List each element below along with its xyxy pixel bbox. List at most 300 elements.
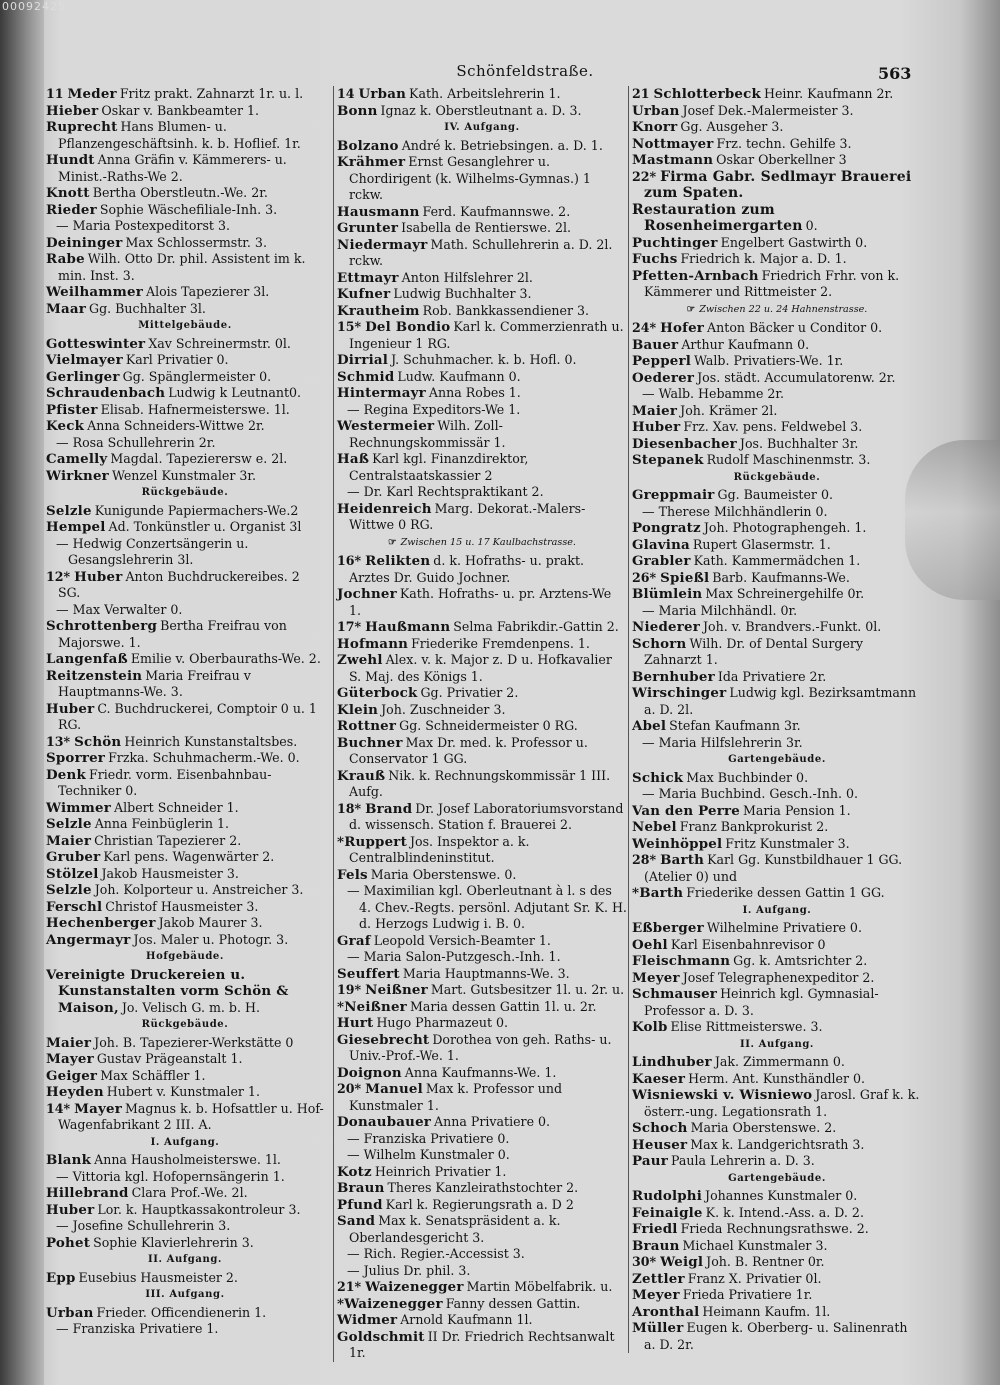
resident-details: Friederike Fremdenpens. 1.	[411, 635, 590, 651]
house-number: 13*	[46, 733, 71, 749]
resident-surname: Rudolphi	[632, 1188, 703, 1204]
resident-details: Dr. Josef Laboratoriumsvorstand d. wissensch. Station f. Brauerei 2.	[349, 800, 624, 832]
resident-entry	[632, 337, 922, 354]
resident-entry	[337, 1180, 627, 1197]
resident-surname: Schmauser	[632, 986, 718, 1002]
resident-sub-entry	[337, 883, 627, 933]
resident-sub-entry	[632, 735, 922, 752]
resident-details: Bertha Freifrau von Majorswe. 1.	[58, 618, 287, 650]
resident-details: Lor. k. Hauptkassakontroleur 3.	[97, 1201, 301, 1217]
resident-surname: Hieber	[46, 102, 99, 119]
resident-details: Wenzel Kunstmaler 3r.	[111, 467, 257, 483]
resident-surname: Selzle	[46, 882, 92, 898]
resident-surname: Krauß	[337, 767, 386, 784]
resident-entry	[337, 999, 627, 1016]
resident-entry	[46, 1270, 324, 1287]
resident-details: d. k. Hofraths- u. prakt. Arztes Dr. Guido Jochner.	[349, 553, 585, 585]
resident-entry	[337, 501, 627, 534]
resident-entry	[632, 1254, 922, 1271]
resident-details: Ludwig kgl. Bezirksamtmann a. D. 2l.	[644, 685, 917, 717]
resident-surname: Heuser	[632, 1136, 688, 1153]
resident-details: Xav Schreinermstr. 0l.	[148, 335, 291, 351]
resident-details: Kath. Hofraths- u. pr. Arztens-We 1.	[349, 586, 612, 618]
resident-details: Josef Telegraphenexpeditor 2.	[682, 969, 875, 985]
resident-surname: Friedl	[632, 1221, 678, 1237]
resident-surname: Schlotterbeck	[653, 86, 761, 102]
resident-details: Albert Schneider 1.	[114, 799, 239, 815]
resident-details: Sophie Wäschefiliale-Inh. 3.	[99, 201, 278, 217]
resident-entry	[46, 618, 324, 651]
resident-surname: Bonn	[337, 102, 378, 119]
resident-surname: Hausmann	[337, 203, 420, 220]
resident-surname: Zettler	[632, 1270, 685, 1287]
resident-surname: Hechenberger	[46, 915, 156, 931]
resident-surname: Müller	[632, 1320, 684, 1336]
resident-surname: Selzle	[46, 816, 92, 832]
resident-details: Max k. Senatspräsident a. k. Oberlandesgericht 3.	[349, 1213, 561, 1245]
resident-details: Magnus k. b. Hofsattler u. Hof-Wagenfabrikant 2 III. A.	[58, 1100, 324, 1132]
resident-details: Ludw. Kaufmann 0.	[397, 368, 521, 384]
resident-surname: Weilhammer	[46, 284, 143, 300]
resident-entry	[337, 138, 627, 155]
resident-details: Karl Privatier 0.	[125, 352, 229, 367]
resident-surname: Pongratz	[632, 520, 701, 536]
resident-details: — Hedwig Conzertsängerin u. Gesangslehrerin 3l.	[56, 535, 249, 567]
resident-entry	[46, 336, 324, 353]
resident-details: Jos. Maler u. Photogr. 3.	[133, 931, 289, 947]
resident-entry	[632, 520, 922, 537]
resident-entry	[337, 982, 627, 999]
resident-surname: Abel	[632, 718, 667, 734]
resident-details: Frieder. Officendienerin 1.	[96, 1304, 267, 1320]
resident-details: — Maria Milchhändl. 0r.	[642, 602, 798, 618]
resident-details: — Josefine Schullehrerin 3.	[56, 1218, 231, 1233]
resident-entry	[632, 403, 922, 420]
resident-entry	[46, 569, 324, 602]
resident-entry	[46, 1084, 324, 1101]
resident-details: Max Schäffler 1.	[100, 1067, 206, 1083]
resident-surname: Rieder	[46, 201, 97, 218]
resident-surname: Zwehl	[337, 652, 383, 668]
resident-surname: Manuel	[365, 1081, 423, 1097]
resident-surname: Wirkner	[46, 467, 109, 484]
resident-details: Karl kgl. Finanzdirektor, Centralstaatskassier 2	[349, 451, 529, 483]
resident-details: II Dr. Friedrich Rechtsanwalt 1r.	[349, 1328, 615, 1360]
resident-surname: Hofmann	[337, 635, 409, 652]
resident-details: Wilh. Otto Dr. phil. Assistent im k. min. Inst. 3.	[58, 251, 306, 283]
section-heading: I. Aufgang.	[150, 1136, 220, 1148]
resident-details: Jak. Zimmermann 0.	[714, 1054, 845, 1069]
resident-surname: Krautheim	[337, 302, 420, 319]
resident-details: Joh. Zuschneider 3.	[381, 701, 506, 717]
resident-details: Max k. Landgerichtsrath 3.	[690, 1136, 865, 1152]
resident-entry	[46, 1101, 324, 1134]
resident-details: Maria Pension 1.	[742, 802, 851, 818]
resident-entry	[632, 1071, 922, 1088]
resident-surname: Blank	[46, 1152, 92, 1168]
resident-details: Leopold Versich-Beamter 1.	[373, 932, 551, 948]
resident-details: — Vittoria kgl. Hofopernsängerin 1.	[56, 1168, 285, 1184]
resident-entry	[337, 1329, 627, 1362]
resident-surname: Keck	[46, 418, 85, 434]
resident-details: Friederike dessen Gattin 1 GG.	[686, 885, 885, 900]
resident-entry	[337, 1114, 627, 1131]
house-number: 26*	[632, 569, 657, 585]
resident-details: Anna Hausholmeisterswe. 1l.	[94, 1152, 281, 1167]
resident-entry	[632, 1137, 922, 1154]
resident-entry	[46, 402, 324, 419]
resident-entry	[632, 353, 922, 370]
resident-surname: Glavina	[632, 536, 690, 553]
resident-details: Maria Hauptmanns-We. 3.	[402, 965, 570, 981]
resident-details: Eugen k. Oberberg- u. Salinenrath a. D. 2r.	[644, 1320, 908, 1352]
resident-details: J. Schuhmacher. k. b. Hofl. 0.	[391, 352, 577, 367]
resident-entry	[46, 701, 324, 734]
resident-entry	[632, 202, 922, 235]
resident-surname: *Waizenegger	[337, 1295, 443, 1312]
resident-entry	[632, 1320, 922, 1353]
resident-entry	[632, 1287, 922, 1304]
resident-entry	[632, 586, 922, 603]
resident-surname: Epp	[46, 1269, 76, 1286]
resident-entry	[632, 885, 922, 902]
resident-entry	[632, 1221, 922, 1238]
resident-details: Fritz Kunstmaler 3.	[725, 835, 850, 851]
resident-entry	[46, 418, 324, 435]
resident-surname: Graf	[337, 932, 371, 949]
resident-entry	[632, 619, 922, 636]
resident-entry	[337, 220, 627, 237]
resident-sub-entry	[46, 1321, 324, 1338]
resident-entry	[46, 1035, 324, 1052]
resident-entry	[46, 833, 324, 850]
resident-details: Frieda Rechnungsrathswe. 2.	[680, 1221, 869, 1236]
resident-details: Heinrich Privatier 1.	[374, 1163, 507, 1179]
resident-surname: Meyer	[632, 1287, 680, 1303]
resident-entry	[46, 202, 324, 219]
resident-sub-entry	[632, 386, 922, 403]
resident-surname: Rabe	[46, 251, 85, 267]
resident-details: Ad. Tonkünstler u. Organist 3l	[108, 519, 302, 534]
resident-details: Heinrich kgl. Gymnasial-Professor a. D. 3.	[644, 986, 879, 1018]
resident-surname: Wisniewski v. Wisniewo	[632, 1087, 813, 1103]
resident-sub-entry	[337, 1263, 627, 1280]
resident-details: — Maximilian kgl. Oberleutnant à l. s des 4. Chev.-Regts. persönl. Adjutant Sr. K. H. d. Herzogs Ludwig i. B. 0.	[347, 883, 627, 931]
resident-surname: Huber	[632, 419, 681, 435]
resident-details: Dorothea von geh. Raths- u. Univ.-Prof.-We. 1.	[349, 1031, 612, 1063]
resident-details: Joh. B. Tapezierer-Werkstätte 0	[94, 1034, 294, 1050]
resident-sub-entry	[632, 504, 922, 521]
resident-entry	[632, 819, 922, 836]
resident-surname: Ettmayr	[337, 269, 399, 286]
resident-entry	[632, 1087, 922, 1120]
resident-details: Jakob Hausmeister 3.	[101, 865, 239, 881]
resident-surname: Meyer	[632, 969, 680, 986]
resident-surname: Braun	[632, 1237, 680, 1254]
resident-entry	[337, 154, 627, 204]
resident-entry	[46, 86, 324, 103]
resident-surname: Waizenegger	[365, 1279, 464, 1295]
resident-entry	[46, 1051, 324, 1068]
resident-entry	[632, 169, 922, 202]
resident-surname: Mayer	[74, 1100, 122, 1117]
resident-surname: Weinhöppel	[632, 835, 723, 852]
resident-entry	[337, 702, 627, 719]
resident-details: Eusebius Hausmeister 2.	[78, 1269, 238, 1285]
resident-details: Oskar Oberkellner 3	[716, 152, 847, 167]
resident-details: Jakob Maurer 3.	[158, 915, 263, 930]
resident-entry	[337, 652, 627, 685]
house-number: 11	[46, 86, 64, 101]
resident-details: C. Buchdruckerei, Comptoir 0 u. 1 RG.	[58, 700, 317, 732]
resident-surname: Oehl	[632, 936, 668, 953]
resident-surname: Blümlein	[632, 586, 703, 602]
resident-surname: Vielmayer	[46, 352, 123, 368]
resident-details: — Maria Salon-Putzgesch.-Inh. 1.	[347, 949, 561, 964]
resident-details: Rob. Bankkassendiener 3.	[422, 302, 590, 318]
resident-entry	[632, 268, 922, 301]
resident-entry	[337, 1312, 627, 1329]
resident-details: Jarosl. Graf k. k. österr.-ung. Legationsrath 1.	[644, 1087, 920, 1119]
resident-surname: *Barth	[632, 885, 684, 901]
house-number: 18*	[337, 800, 362, 816]
resident-details: Gg. Schneidermeister 0 RG.	[399, 718, 578, 733]
resident-details: Engelbert Gastwirth 0.	[720, 234, 868, 250]
house-number: 12*	[46, 568, 71, 584]
resident-surname: Giesebrecht	[337, 1031, 430, 1048]
resident-details: Selma Fabrikdir.-Gattin 2.	[453, 619, 619, 634]
resident-surname: Stölzel	[46, 865, 99, 882]
resident-details: Ignaz k. Oberstleutnant a. D. 3.	[380, 102, 582, 118]
resident-surname: Geiger	[46, 1067, 98, 1084]
resident-surname: Doignon	[337, 1064, 402, 1081]
resident-details: Anton Bäcker u Conditor 0.	[707, 320, 883, 335]
resident-entry	[632, 1153, 922, 1170]
cross-street-text: Zwischen 15 u. 17 Kaulbachstrasse.	[400, 536, 576, 548]
resident-surname: Heidenreich	[337, 500, 432, 517]
resident-entry	[632, 1304, 922, 1321]
resident-surname: Kotz	[337, 1163, 372, 1180]
resident-surname: Knorr	[632, 119, 678, 135]
resident-entry	[632, 235, 922, 252]
resident-surname: Aronthal	[632, 1303, 700, 1320]
resident-details: Ludwig Buchhalter 3.	[393, 286, 532, 301]
resident-surname: Langenfaß	[46, 651, 128, 667]
resident-details: — Dr. Karl Rechtspraktikant 2.	[347, 484, 544, 499]
resident-surname: Gruber	[46, 849, 101, 865]
cross-street-note	[337, 535, 627, 552]
resident-surname: Selzle	[46, 502, 92, 519]
resident-details: André k. Betriebsingen. a. D. 1.	[401, 137, 603, 153]
resident-surname: Widmer	[337, 1312, 398, 1328]
resident-surname: Pfister	[46, 401, 98, 418]
resident-entry	[46, 1068, 324, 1085]
resident-details: Jos. städt. Accumulatorenw. 2r.	[697, 369, 896, 385]
resident-surname: Gerlinger	[46, 368, 120, 385]
house-number: 14*	[46, 1100, 71, 1116]
section-heading: Rückgebäude.	[141, 1019, 229, 1030]
resident-surname: Ruprecht	[46, 119, 118, 135]
resident-details: Isabella de Rentierswe. 2l.	[401, 220, 572, 235]
resident-details: Friedr. vorm. Eisenbahnbau-Techniker 0.	[58, 766, 272, 798]
resident-surname: Hintermayr	[337, 385, 426, 401]
resident-entry	[632, 1120, 922, 1137]
resident-surname: Haß	[337, 451, 370, 467]
resident-surname: Angermayr	[46, 931, 131, 948]
resident-details: — Regina Expeditors-We 1.	[347, 401, 521, 417]
resident-entry	[337, 303, 627, 320]
resident-entry	[632, 1019, 922, 1036]
resident-surname: Schick	[632, 769, 684, 786]
resident-entry	[337, 867, 627, 884]
resident-entry	[632, 436, 922, 453]
resident-surname: Dirrial	[337, 352, 389, 368]
resident-entry	[46, 915, 324, 932]
resident-details: Joh. Kolporteur u. Anstreicher 3.	[94, 882, 304, 897]
resident-details: Karl k. Regierungsrath a. D 2	[385, 1196, 574, 1212]
cross-street-text: Zwischen 22 u. 24 Hahnenstrasse.	[699, 303, 868, 315]
resident-details: Wilhelmine Privatiere 0.	[706, 920, 862, 935]
resident-entry	[337, 1065, 627, 1082]
resident-entry	[337, 369, 627, 386]
resident-details: Max Schreinergehilfe 0r.	[705, 586, 865, 601]
resident-details: Karl Gg. Kunstbildhauer 1 GG. (Atelier 0) und	[644, 852, 903, 884]
resident-entry	[46, 1152, 324, 1169]
resident-details: Maria dessen Gattin 1l. u. 2r.	[409, 998, 597, 1014]
section-heading: Rückgebäude.	[733, 471, 821, 483]
resident-entry	[337, 451, 627, 484]
resident-sub-entry	[46, 602, 324, 619]
resident-sub-entry	[337, 1246, 627, 1263]
resident-details: Fritz prakt. Zahnarzt 1r. u. l.	[119, 86, 304, 101]
resident-details: Oskar v. Bankbeamter 1.	[101, 102, 260, 118]
resident-surname: Neißner	[365, 982, 428, 998]
resident-entry	[46, 119, 324, 152]
resident-details: Elisab. Hafnermeisterswe. 1l.	[100, 401, 290, 417]
resident-surname: Hofer	[660, 320, 705, 336]
column-3	[628, 86, 922, 1353]
resident-details: Stefan Kaufmann 3r.	[669, 718, 801, 733]
resident-entry	[46, 932, 324, 949]
resident-surname: Meder	[67, 86, 117, 102]
resident-surname: Diesenbacher	[632, 435, 737, 452]
resident-surname: Braun	[337, 1180, 385, 1196]
resident-surname: Niedermayr	[337, 236, 428, 253]
archive-reference: 00092425	[2, 0, 66, 13]
resident-entry	[337, 103, 627, 120]
resident-details: Anna Feinbüglerin 1.	[94, 816, 230, 831]
resident-surname: Schraudenbach	[46, 385, 166, 401]
resident-entry	[632, 669, 922, 686]
resident-surname: Greppmair	[632, 487, 715, 503]
resident-surname: Vereinigte Druckereien u. Kunstanstalten vorm Schön & Maison,	[46, 966, 289, 1016]
resident-surname: Klein	[337, 701, 379, 718]
resident-surname: Fuchs	[632, 251, 678, 267]
resident-details: Maria Oberstenswe. 0.	[370, 866, 517, 882]
resident-details: Sophie Klavierlehrerin 3.	[93, 1234, 254, 1250]
resident-details: Maria Oberstenswe. 2.	[690, 1120, 837, 1135]
resident-surname: Westermeier	[337, 418, 435, 434]
resident-details: Anton Buchdruckereibes. 2 SG.	[58, 568, 300, 600]
resident-surname: *Neißner	[337, 998, 407, 1015]
resident-entry	[632, 718, 922, 735]
resident-details: Frz. techn. Gehilfe 3.	[716, 135, 852, 151]
resident-details: Paula Lehrerin a. D. 3.	[670, 1153, 815, 1168]
resident-surname: Urban	[46, 1304, 94, 1321]
resident-entry	[46, 1185, 324, 1202]
resident-entry	[632, 1238, 922, 1255]
resident-details: Christian Tapezierer 2.	[94, 832, 242, 848]
resident-entry	[46, 734, 324, 751]
resident-entry	[46, 152, 324, 185]
resident-entry	[337, 286, 627, 303]
resident-sub-entry	[337, 484, 627, 501]
resident-details: Anton Hilfslehrer 2l.	[401, 269, 533, 285]
resident-details: Heimann Kaufm. 1l.	[702, 1303, 831, 1319]
resident-entry	[337, 1081, 627, 1114]
resident-entry	[46, 301, 324, 318]
resident-entry	[632, 803, 922, 820]
resident-surname: Pfetten-Arnbach	[632, 267, 759, 284]
resident-sub-entry	[337, 949, 627, 966]
resident-details: Max Buchbinder 0.	[686, 769, 809, 785]
section-heading: Mittelgebäude.	[138, 320, 232, 331]
pointing-hand-icon: ☞	[686, 303, 696, 315]
resident-details: Theres Kanzleirathstochter 2.	[387, 1180, 579, 1195]
resident-surname: Haußmann	[365, 619, 451, 635]
resident-entry	[46, 967, 324, 1017]
resident-entry	[46, 866, 324, 883]
resident-surname: Rottner	[337, 718, 397, 734]
resident-details: Walb. Privatiers-We. 1r.	[694, 353, 844, 368]
resident-surname: Wimmer	[46, 799, 112, 816]
house-number: 19*	[337, 982, 362, 997]
resident-details: Max Dr. med. k. Professor u. Conservator 1 GG.	[349, 734, 588, 766]
resident-details: Johannes Kunstmaler 0.	[705, 1188, 858, 1203]
resident-entry	[337, 801, 627, 834]
resident-entry	[337, 685, 627, 702]
section-heading: Gartengebäude.	[728, 1172, 826, 1184]
resident-surname: Restauration zum Rosenheimergarten	[632, 201, 803, 234]
resident-entry	[337, 385, 627, 402]
resident-details: Rupert Glasermstr. 1.	[692, 536, 831, 552]
resident-surname: Stepanek	[632, 452, 704, 468]
resident-entry	[632, 1054, 922, 1071]
resident-entry	[632, 487, 922, 504]
house-number: 21	[632, 86, 650, 101]
resident-surname: Huber	[74, 568, 123, 585]
resident-entry	[46, 1202, 324, 1219]
resident-surname: Ferschl	[46, 898, 103, 915]
resident-surname: Reitzenstein	[46, 667, 143, 684]
house-number: 28*	[632, 852, 657, 867]
resident-details: Marg. Dekorat.-Malers-Wittwe 0 RG.	[349, 500, 586, 532]
resident-entry	[337, 319, 627, 352]
resident-details: Clara Prof.-We. 2l.	[131, 1185, 248, 1200]
resident-entry	[632, 419, 922, 436]
resident-surname: Puchtinger	[632, 234, 718, 251]
resident-entry	[632, 1188, 922, 1205]
resident-entry	[46, 1235, 324, 1252]
resident-details: Josef Dek.-Malermeister 3.	[682, 102, 854, 118]
resident-entry	[46, 352, 324, 369]
section-heading: IV. Aufgang.	[444, 122, 520, 133]
resident-entry	[46, 882, 324, 899]
resident-details: Joh. v. Brandvers.-Funkt. 0l.	[702, 619, 882, 634]
resident-entry	[632, 636, 922, 669]
resident-details: Kunigunde Papiermachers-We.2	[94, 502, 299, 518]
resident-entry	[632, 970, 922, 987]
